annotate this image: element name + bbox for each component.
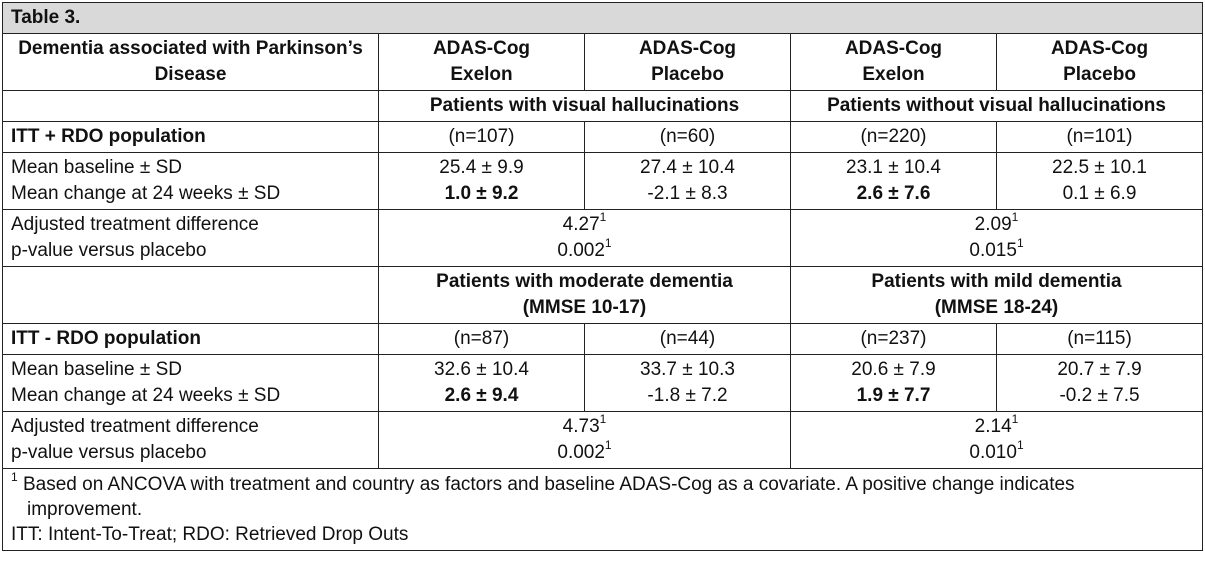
baseline-label: Mean baseline ± SD (11, 359, 182, 380)
baseline-value: 32.6 ± 10.4 (434, 359, 529, 380)
baseline-label: Mean baseline ± SD (11, 157, 182, 178)
adjusted-left-cell (379, 210, 791, 267)
group-moderate-title: Patients with moderate dementia (436, 271, 733, 292)
group-no-visual-hallucinations: Patients without visual hallucinations (791, 91, 1203, 122)
section1-values-row (3, 153, 1203, 210)
pvalue-value: 0.010$^1$ (969, 437, 1024, 463)
section2-values-row (3, 355, 1203, 412)
adjusted-label (3, 210, 379, 267)
adjusted-label (3, 412, 379, 469)
group-mild-mmse: (MMSE 18-24) (934, 297, 1059, 318)
change-value: -2.1 ± 8.3 (647, 183, 728, 204)
col-header-4-line1: ADAS-Cog (1050, 38, 1149, 59)
col-header-2-line1: ADAS-Cog (638, 38, 737, 59)
adjusted-diff-value: 4.27$^1$ (562, 209, 607, 235)
change-value: 1.9 ± 7.7 (856, 385, 931, 406)
group-visual-hallucinations: Patients with visual hallucinations (379, 91, 791, 122)
pvalue-value: 0.015$^1$ (969, 235, 1024, 261)
change-value: 2.6 ± 7.6 (856, 183, 931, 204)
value-cell (997, 153, 1203, 210)
section1-population-row (3, 122, 1203, 153)
results-table (2, 2, 1203, 551)
value-cell (997, 355, 1203, 412)
col-header-4-line2: Placebo (1063, 64, 1136, 85)
pvalue-label: p-value versus placebo (11, 442, 207, 463)
col-header-3-line2: Exelon (862, 64, 925, 85)
footnotes (3, 469, 1203, 551)
group-mild-title: Patients with mild dementia (871, 271, 1122, 292)
value-cell (585, 153, 791, 210)
baseline-value: 27.4 ± 10.4 (640, 157, 735, 178)
n-cell: (n=87) (379, 324, 585, 355)
adjusted-diff-label: Adjusted treatment difference (11, 214, 259, 235)
change-value: 0.1 ± 6.9 (1062, 183, 1137, 204)
pvalue-value: 0.002$^1$ (557, 235, 612, 261)
empty-cell (3, 267, 379, 324)
adjusted-diff-value: 2.14$^1$ (974, 411, 1019, 437)
footnote-abbreviations: ITT: Intent-To-Treat; RDO: Retrieved Drop Outs (11, 524, 409, 545)
pvalue-value: 0.002$^1$ (557, 437, 612, 463)
section2-group-row (3, 267, 1203, 324)
col-header-1-line1: ADAS-Cog (432, 38, 531, 59)
population-label: ITT + RDO population (3, 122, 379, 153)
n-cell: (n=237) (791, 324, 997, 355)
value-cell (585, 355, 791, 412)
condition-header (3, 34, 379, 91)
group-moderate-dementia (379, 267, 791, 324)
change-value: 1.0 ± 9.2 (444, 183, 519, 204)
footnote-marker: 1 (11, 469, 18, 484)
values-label (3, 153, 379, 210)
value-cell (379, 153, 585, 210)
n-cell: (n=101) (997, 122, 1203, 153)
adjusted-right-cell (791, 412, 1203, 469)
section2-adjusted-row (3, 412, 1203, 469)
header-row (3, 34, 1203, 91)
adjusted-diff-value: 4.73$^1$ (562, 411, 607, 437)
adjusted-right-cell (791, 210, 1203, 267)
baseline-value: 20.7 ± 7.9 (1057, 359, 1142, 380)
col-header-4 (997, 34, 1203, 91)
footnote-1-text: Based on ANCOVA with treatment and country as factors and baseline ADAS-Cog as a covariate. A positive change indicates improvement. (22, 474, 1075, 520)
change-label: Mean change at 24 weeks ± SD (11, 183, 281, 204)
table-title: Table 3. (3, 3, 1203, 34)
col-header-1 (379, 34, 585, 91)
baseline-value: 33.7 ± 10.3 (640, 359, 735, 380)
section2-population-row (3, 324, 1203, 355)
condition-label: Dementia associated with Parkinson’s Disease (18, 38, 363, 85)
change-value: -1.8 ± 7.2 (647, 385, 728, 406)
baseline-value: 20.6 ± 7.9 (851, 359, 936, 380)
baseline-value: 23.1 ± 10.4 (846, 157, 941, 178)
n-cell: (n=60) (585, 122, 791, 153)
pvalue-label: p-value versus placebo (11, 240, 207, 261)
baseline-value: 25.4 ± 9.9 (439, 157, 524, 178)
value-cell (791, 355, 997, 412)
group-mild-dementia (791, 267, 1203, 324)
col-header-3-line1: ADAS-Cog (844, 38, 943, 59)
footnote-1 (11, 469, 1194, 522)
change-label: Mean change at 24 weeks ± SD (11, 385, 281, 406)
value-cell (379, 355, 585, 412)
n-cell: (n=220) (791, 122, 997, 153)
col-header-2 (585, 34, 791, 91)
col-header-1-line2: Exelon (450, 64, 513, 85)
adjusted-left-cell (379, 412, 791, 469)
baseline-value: 22.5 ± 10.1 (1052, 157, 1147, 178)
footnote-row (3, 469, 1203, 551)
n-cell: (n=115) (997, 324, 1203, 355)
change-value: -0.2 ± 7.5 (1059, 385, 1140, 406)
table-container (2, 2, 1202, 551)
empty-cell (3, 91, 379, 122)
col-header-3 (791, 34, 997, 91)
title-row (3, 3, 1203, 34)
section1-adjusted-row (3, 210, 1203, 267)
adjusted-diff-label: Adjusted treatment difference (11, 416, 259, 437)
n-cell: (n=107) (379, 122, 585, 153)
section1-group-row (3, 91, 1203, 122)
adjusted-diff-value: 2.09$^1$ (974, 209, 1019, 235)
population-label: ITT - RDO population (3, 324, 379, 355)
value-cell (791, 153, 997, 210)
col-header-2-line2: Placebo (651, 64, 724, 85)
n-cell: (n=44) (585, 324, 791, 355)
group-moderate-mmse: (MMSE 10-17) (522, 297, 647, 318)
values-label (3, 355, 379, 412)
change-value: 2.6 ± 9.4 (444, 385, 519, 406)
